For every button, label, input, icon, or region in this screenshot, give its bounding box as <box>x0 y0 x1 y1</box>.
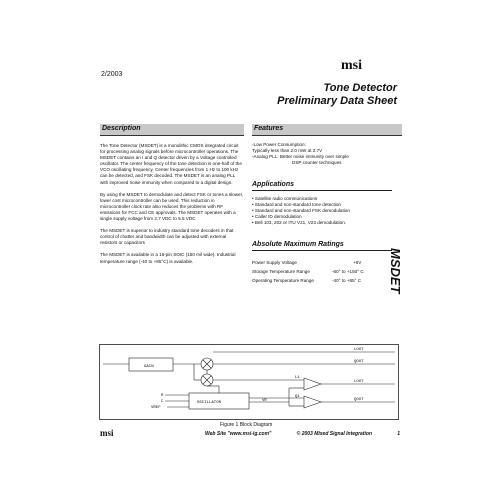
features-header-bar <box>252 124 402 136</box>
rating-value: -40° to +85° C <box>332 278 362 283</box>
rating-value: +6V <box>353 260 362 265</box>
comparator-q <box>304 396 321 408</box>
document-date: 2/2003 <box>101 71 123 78</box>
qout-label: QOUT <box>354 360 364 364</box>
vr-label: VR <box>262 399 267 403</box>
block-diagram <box>99 344 399 420</box>
feature-item: DSP counter techniques <box>292 160 342 165</box>
ratings-heading: Absolute Maximum Ratings <box>252 241 344 248</box>
company-logo <box>341 58 362 74</box>
description-section <box>100 124 244 271</box>
ratings-table <box>252 258 392 285</box>
side-part-label: MSDET <box>388 248 403 294</box>
figure-caption: Figure 1 Block Diagram <box>220 422 273 428</box>
description-paragraph: The MSDET is available in a 16-pin SOIC (150 mil wide). Industrial temperature range (-40 to +85°C) is available. <box>100 252 236 264</box>
feature-item: Typically less than 2.0 mW at 2.7V <box>252 148 323 153</box>
feature-item: -Analog PLL: Better noise immunity over simple <box>252 154 349 159</box>
vref-label: VREF <box>151 406 161 410</box>
application-item: • Standard and non-standard tone detection <box>252 202 341 207</box>
q1-label: Q1 <box>295 395 300 399</box>
lout-label: LOUT <box>354 348 364 352</box>
description-heading: Description <box>102 125 141 132</box>
application-item: • Caller ID demodulation <box>252 214 302 219</box>
description-paragraph: By using the MSDET to demodulate and detect FSK or tones a slower, lower cost microcontroller can be used. This reduction in microcontroller clock rate also reduces the problems with RF emissions for FCC and CE approvals. The MSDET operates with a single supply voltage from 2.7 VDC to 5.5 VDC <box>100 191 244 222</box>
comparator-l <box>304 378 321 390</box>
description-header-bar <box>100 124 244 136</box>
footer-copyright: © 2003 Mixed Signal Integration <box>296 431 372 437</box>
oscillator-label: OSCILLATOR <box>197 401 222 405</box>
applications-rule <box>252 190 392 191</box>
applications-section <box>252 181 392 226</box>
applications-heading: Applications <box>252 181 295 188</box>
gain-label: GAIN <box>144 365 154 369</box>
features-heading: Features <box>254 125 284 132</box>
features-section <box>252 124 402 166</box>
rating-value: -60° to +150° C <box>332 269 364 274</box>
ratings-row <box>252 276 392 285</box>
page-number: 1 <box>397 431 400 437</box>
document-subtitle: Preliminary Data Sheet <box>277 95 397 107</box>
qout2-label: QOUT <box>354 398 364 402</box>
document-title: Tone Detector <box>323 82 397 94</box>
ratings-row <box>252 258 392 267</box>
application-item: • Standard and non-standard FSK demodulation <box>252 208 350 213</box>
rating-label: Storage Temperature Range <box>252 269 310 274</box>
feature-item: -Low Power Consumption: <box>252 142 306 147</box>
description-paragraph: The MSDET is superior to industry standard tone decoders in that control of chatter and bandwidth can be adjusted with external resistors or capacitors <box>100 228 234 246</box>
logo-text: msi <box>341 58 362 73</box>
description-paragraph: The Tone Detector (MSDET) is a monolithic CMOS integrated circuit for processing analog signals before microcontroller operations. The MSDET contains an I and Q detector driven by a Voltage controlled oscillator. The center frequency of the tone detection is one-half of the VCO oscillating frequency. Center frequencies from 1 Hz to 100 kHz can be detected, and FSK decoded. The MSDET is an analog PLL with improved noise immunity when compared to a digital design. <box>100 143 242 185</box>
footer-logo: msi <box>100 428 114 438</box>
ratings-section <box>252 241 392 285</box>
application-item: • Bell 103, 202 or ITU V21, V23 demodulation. <box>252 220 347 225</box>
description-body <box>100 143 244 265</box>
c-label: C <box>161 400 164 404</box>
lout2-label: LOUT <box>354 380 364 384</box>
footer-website: Web Site "www.msi-ig.com" <box>205 431 272 437</box>
l1-label: L1 <box>295 376 300 380</box>
footer-bar <box>205 431 400 437</box>
applications-list <box>252 196 392 226</box>
application-item: • Satellite radio communications <box>252 196 318 201</box>
features-list <box>252 142 402 166</box>
ratings-rule <box>252 250 392 251</box>
ratings-row <box>252 267 392 276</box>
rating-label: Power Supply Voltage <box>252 260 297 265</box>
rating-label: Operating Temperature Range <box>252 278 314 283</box>
r-label: R <box>161 394 164 398</box>
